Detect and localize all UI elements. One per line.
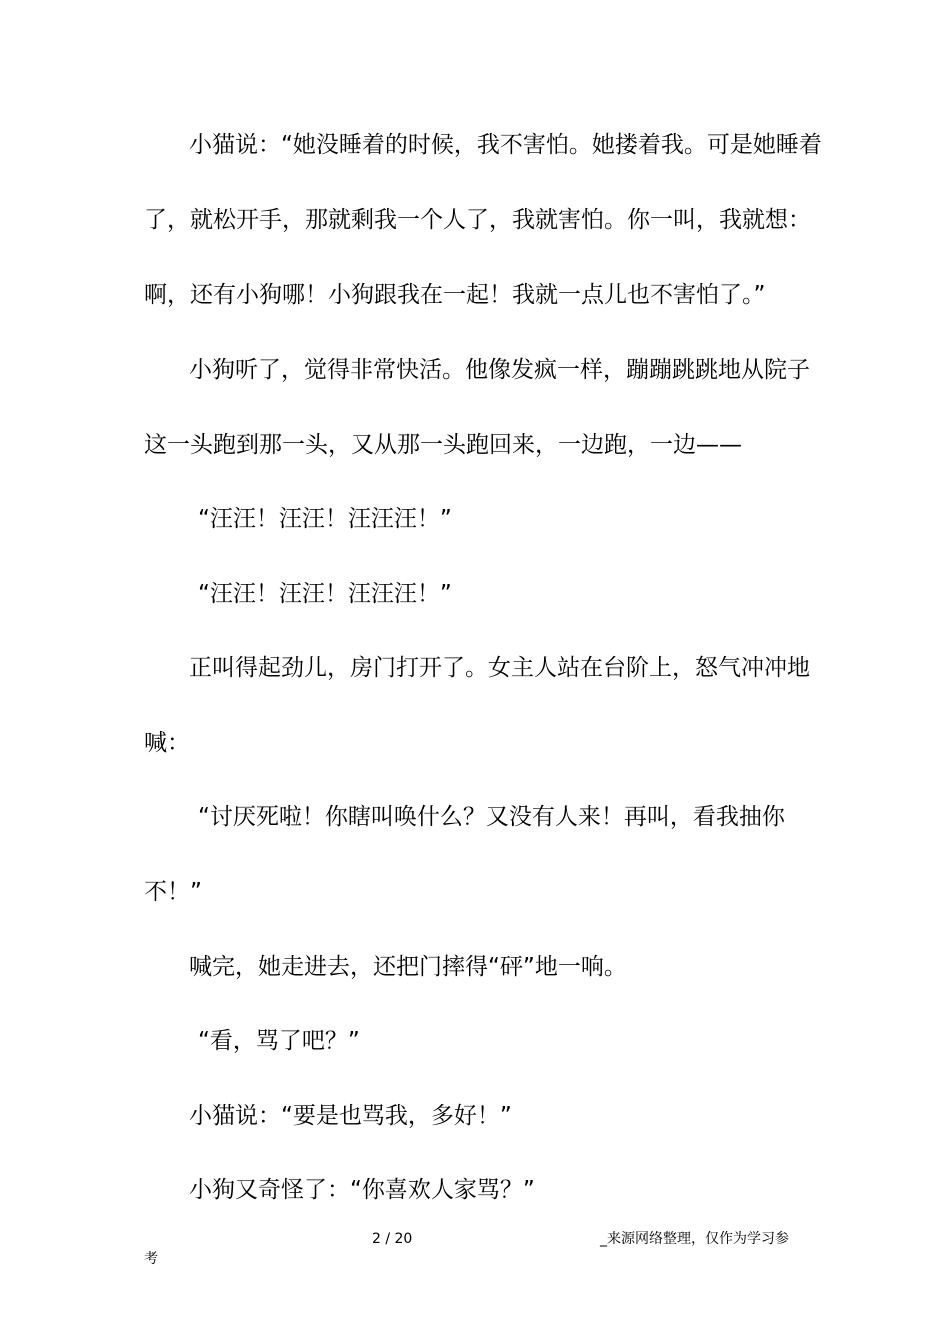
paragraph-line-15: 小狗又奇怪了：“你喜欢人家骂？” [189, 1177, 535, 1203]
paragraph-line-4: 小狗听了，觉得非常快活。他像发疯一样，蹦蹦跳跳地从院子 [189, 357, 810, 383]
footer-note: _来源网络整理，仅作为学习参 [600, 1231, 789, 1247]
paragraph-line-1: 小猫说：“她没睡着的时候，我不害怕。她搂着我。可是她睡着 [189, 132, 822, 158]
paragraph-line-12: 喊完，她走进去，还把门摔得“砰”地一响。 [189, 954, 627, 980]
footer-note-continued: 考 [144, 1251, 158, 1267]
paragraph-line-11: 不！” [144, 879, 202, 905]
paragraph-line-13: “看，骂了吧？” [198, 1028, 360, 1054]
page-number: 2 / 20 [372, 1231, 413, 1247]
paragraph-line-2: 了，就松开手，那就剩我一个人了，我就害怕。你一叫，我就想： [144, 207, 811, 233]
paragraph-line-14: 小猫说：“要是也骂我，多好！” [189, 1103, 512, 1129]
paragraph-line-5: 这一头跑到那一头，又从那一头跑回来，一边跑，一边—— [144, 432, 742, 458]
paragraph-line-9: 喊： [144, 730, 190, 756]
paragraph-line-6: “汪汪！汪汪！汪汪汪！” [198, 506, 452, 532]
paragraph-line-8: 正叫得起劲儿，房门打开了。女主人站在台阶上，怒气冲冲地 [189, 655, 810, 681]
paragraph-line-3: 啊，还有小狗哪！小狗跟我在一起！我就一点儿也不害怕了。” [144, 282, 766, 308]
paragraph-line-10: “讨厌死啦！你瞎叫唤什么？又没有人来！再叫，看我抽你 [198, 804, 785, 830]
paragraph-line-7: “汪汪！汪汪！汪汪汪！” [198, 581, 452, 607]
